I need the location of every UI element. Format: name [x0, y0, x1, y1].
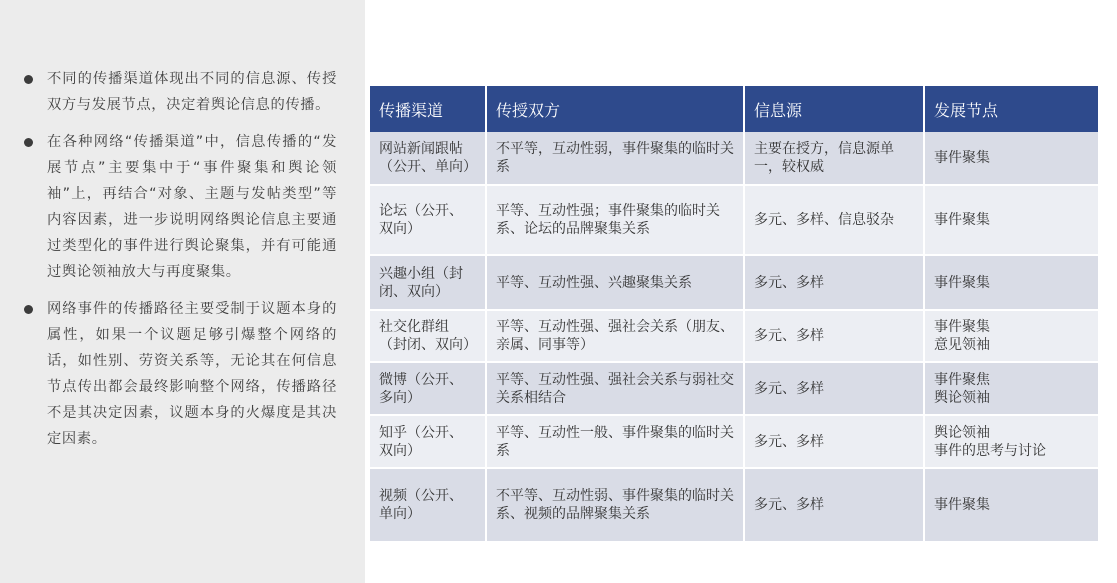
header-source: 信息源 [744, 86, 924, 132]
cell-source: 多元、多样 [744, 310, 924, 362]
cell-parties: 平等、互动性强、兴趣聚集关系 [486, 255, 744, 310]
table-row [370, 468, 1098, 542]
cell-source: 多元、多样 [744, 362, 924, 415]
cell-parties: 平等、互动性一般、事件聚集的临时关系 [486, 415, 744, 468]
cell-channel: 论坛（公开、双向） [370, 185, 486, 255]
cell-node [924, 468, 1098, 542]
cell-parties: 平等、互动性强、强社会关系（朋友、亲属、同事等） [486, 310, 744, 362]
node-line: 意见领袖 [934, 337, 990, 353]
bullet-text: 在各种网络“传播渠道”中，信息传播的“发展节点”主要集中于“事件聚集和舆论领袖”上，再结合“对象、主题与发帖类型”等内容因素，进一步说明网络舆论信息主要通过类型化的事件进行舆论聚集，并有可能通过舆论领袖放大与再度聚集。 [47, 134, 337, 280]
cell-source: 多元、多样 [744, 468, 924, 542]
bullet-dot-icon [24, 75, 33, 84]
node-line: 事件聚集 [934, 150, 990, 166]
node-line: 事件聚集 [934, 212, 990, 228]
cell-node [924, 415, 1098, 468]
cell-channel: 知乎（公开、双向） [370, 415, 486, 468]
node-line: 事件聚集 [934, 319, 990, 335]
bullet-item [22, 296, 337, 452]
table-header-row [370, 86, 1098, 132]
node-line: 事件聚集 [934, 274, 990, 291]
header-parties: 传授双方 [486, 86, 744, 132]
bullet-list [22, 66, 337, 463]
cell-source: 多元、多样 [744, 255, 924, 310]
cell-parties: 不平等、互动性弱、事件聚集的临时关系、视频的品牌聚集关系 [486, 468, 744, 542]
cell-channel: 兴趣小组（封闭、双向） [370, 255, 486, 310]
table-row [370, 362, 1098, 415]
cell-source: 多元、多样 [744, 415, 924, 468]
bullet-item [22, 66, 337, 118]
cell-source: 多元、多样、信息驳杂 [744, 185, 924, 255]
cell-channel: 视频（公开、单向） [370, 468, 486, 542]
cell-channel: 社交化群组（封闭、双向） [370, 310, 486, 362]
bullet-text: 不同的传播渠道体现出不同的信息源、传授双方与发展节点，决定着舆论信息的传播。 [47, 71, 337, 113]
cell-node [924, 132, 1098, 185]
cell-node [924, 255, 1098, 310]
cell-parties: 平等、互动性强；事件聚集的临时关系、论坛的品牌聚集关系 [486, 185, 744, 255]
bullet-dot-icon [24, 138, 33, 147]
cell-channel: 微博（公开、多向） [370, 362, 486, 415]
header-channel: 传播渠道 [370, 86, 486, 132]
cell-parties: 不平等，互动性弱，事件聚集的临时关系 [486, 132, 744, 185]
cell-parties: 平等、互动性强、强社会关系与弱社交关系相结合 [486, 362, 744, 415]
table-row [370, 185, 1098, 255]
left-panel [0, 0, 365, 583]
node-line: 事件的思考与讨论 [934, 442, 1046, 459]
node-line: 事件聚焦 [934, 371, 990, 388]
node-line: 舆论领袖 [934, 389, 990, 406]
table-row [370, 132, 1098, 185]
cell-channel: 网站新闻跟帖（公开、单向） [370, 132, 486, 185]
cell-node [924, 362, 1098, 415]
channel-table [370, 86, 1098, 543]
bullet-item [22, 129, 337, 285]
cell-node [924, 310, 1098, 362]
header-node: 发展节点 [924, 86, 1098, 132]
bullet-text: 网络事件的传播路径主要受制于议题本身的属性，如果一个议题足够引爆整个网络的话，如性别、劳资关系等，无论其在何信息节点传出都会最终影响整个网络，传播路径不是其决定因素，议题本身的火爆度是其决定因素。 [47, 301, 337, 447]
node-line: 事件聚集 [934, 497, 990, 513]
table-row [370, 415, 1098, 468]
node-line: 舆论领袖 [934, 424, 990, 441]
channel-table-container [370, 86, 1098, 543]
bullet-dot-icon [24, 305, 33, 314]
table-row [370, 255, 1098, 310]
cell-source: 主要在授方，信息源单一，较权威 [744, 132, 924, 185]
cell-node [924, 185, 1098, 255]
table-row [370, 310, 1098, 362]
